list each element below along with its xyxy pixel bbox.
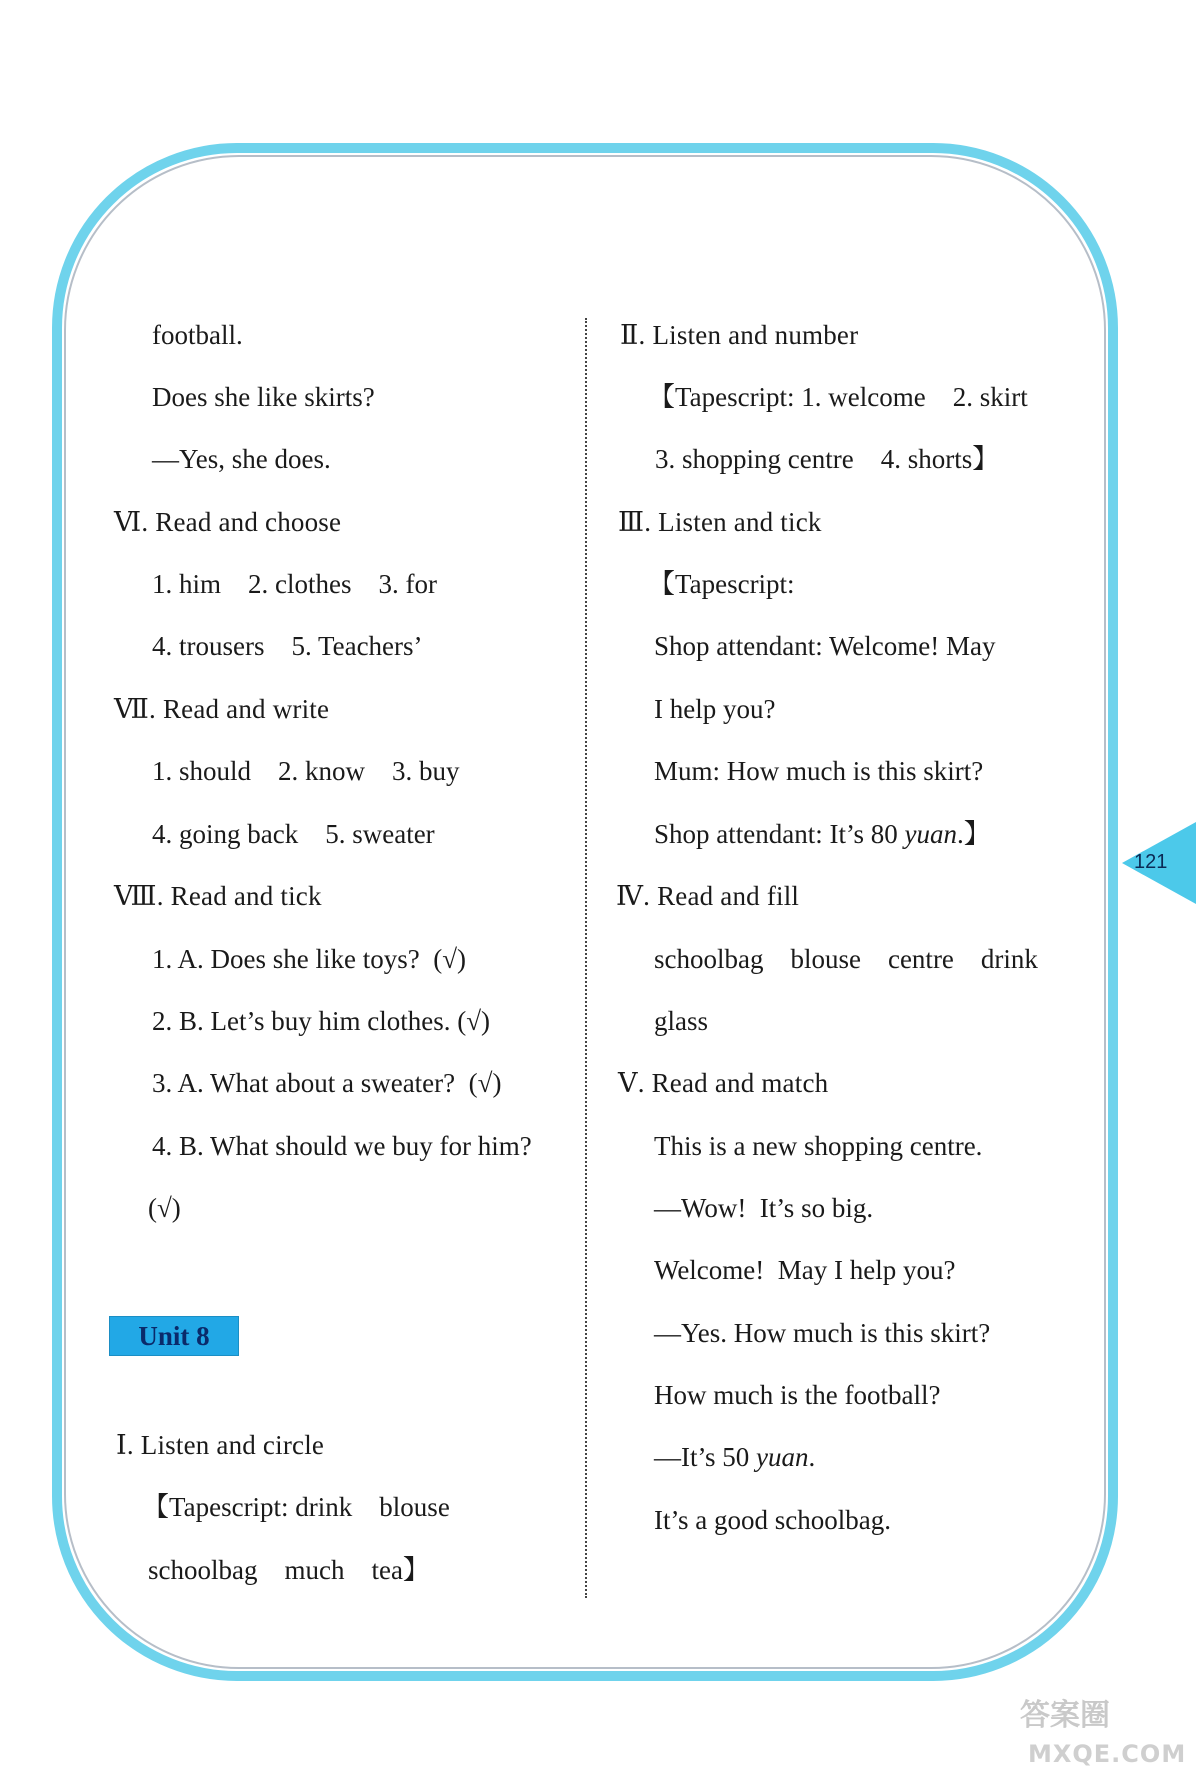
unit-label: Unit 8 [109, 1316, 239, 1356]
text-line: 3. A. What about a sweater? (√) [152, 1068, 502, 1098]
text-line: This is a new shopping centre. [654, 1131, 983, 1161]
section-heading: Ⅰ. Listen and circle [116, 1430, 325, 1460]
text-segment: . [808, 1442, 816, 1472]
page-number: 121 [1134, 851, 1168, 873]
text-line: 1. him 2. clothes 3. for [152, 569, 437, 599]
watermark-logo: 答案圈 [1020, 1698, 1110, 1733]
text-line: How much is the football? [654, 1380, 941, 1410]
text-line: It’s a good schoolbag. [654, 1505, 891, 1535]
text-line: (√) [148, 1193, 181, 1223]
text-line [654, 821, 991, 848]
text-segment: —It’s 50 [654, 1442, 757, 1472]
section-heading: Ⅳ. Read and fill [616, 881, 800, 911]
text-line: 3. shopping centre 4. shorts】 [655, 444, 1000, 474]
text-line: 4. going back 5. sweater [152, 819, 435, 849]
text-line: 【Tapescript: drink blouse [142, 1492, 450, 1522]
text-line: —Yes. How much is this skirt? [654, 1318, 991, 1348]
text-line: Does she like skirts? [152, 382, 375, 412]
text-line: 【Tapescript: [648, 569, 795, 599]
text-line: Welcome! May I help you? [654, 1255, 956, 1285]
section-heading: Ⅶ. Read and write [114, 694, 330, 724]
text-line: 【Tapescript: 1. welcome 2. skirt [648, 382, 1028, 412]
text-line: glass [654, 1006, 708, 1036]
text-line: —Yes, she does. [152, 444, 331, 474]
text-line: 2. B. Let’s buy him clothes. (√) [152, 1006, 491, 1036]
text-line: —Wow! It’s so big. [654, 1193, 874, 1223]
text-line: Mum: How much is this skirt? [654, 756, 984, 786]
text-line: 4. B. What should we buy for him? [152, 1131, 532, 1161]
italic-word: yuan [756, 1442, 809, 1472]
text-line: football. [152, 320, 243, 350]
text-line: schoolbag blouse centre drink [654, 944, 1038, 974]
text-line: I help you? [654, 694, 776, 724]
section-heading: Ⅵ. Read and choose [114, 507, 342, 537]
section-heading: Ⅴ. Read and match [618, 1068, 829, 1098]
text-line: 1. should 2. know 3. buy [152, 756, 460, 786]
column-divider [585, 318, 587, 1598]
text-segment: .】 [956, 819, 991, 849]
text-line: 1. A. Does she like toys? (√) [152, 944, 467, 974]
watermark-url: MXQE.COM [1028, 1740, 1187, 1768]
text-segment: Shop attendant: It’s 80 [654, 819, 905, 849]
section-heading: Ⅲ. Listen and tick [618, 507, 822, 537]
text-line: Shop attendant: Welcome! May [654, 631, 996, 661]
text-line [654, 1444, 815, 1471]
italic-word: yuan [904, 819, 957, 849]
section-heading: Ⅷ. Read and tick [114, 881, 322, 911]
text-line: schoolbag much tea】 [148, 1555, 430, 1585]
text-line: 4. trousers 5. Teachers’ [152, 631, 423, 661]
section-heading: Ⅱ. Listen and number [620, 320, 859, 350]
